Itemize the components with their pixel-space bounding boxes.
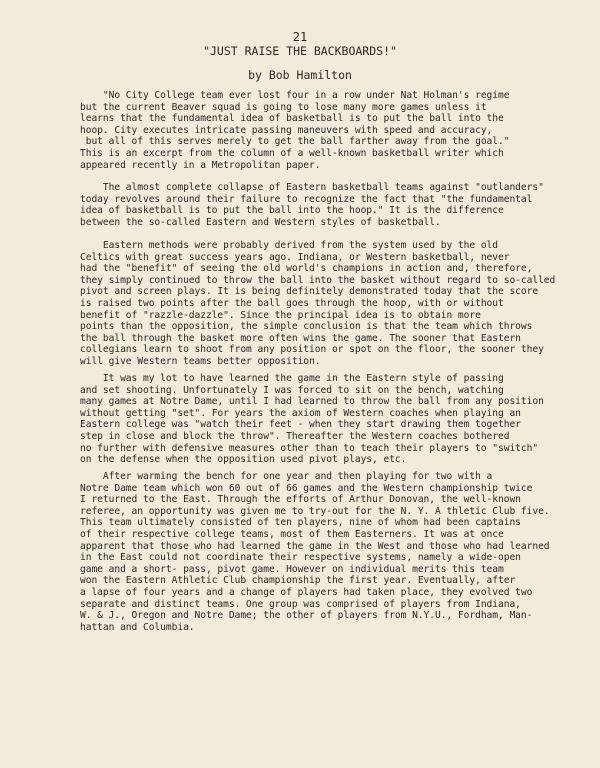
text-line: learns that the fundamental idea of basketball is to put the ball into the (80, 113, 504, 125)
text-line: This is an excerpt from the column of a well-known basketball writer which (80, 147, 504, 159)
text-line: had the "benefit" of seeing the old world's champions in action and, therefore, (80, 263, 533, 275)
paragraph-3 (80, 240, 556, 368)
text-line: many games at Notre Dame, until I had learned to throw the ball from any position (80, 396, 544, 408)
text-line: today revolves around their failure to recognize the fact that "the fundamental (80, 193, 533, 205)
text-line: W. & J., Oregon and Notre Dame; the other of players from N.Y.U., Fordham, Man- (80, 610, 533, 622)
paragraph-2 (80, 182, 550, 228)
page-number: 21 (292, 30, 308, 44)
text-line: step in close and block the throw". Thereafter the Western coaches bothered (80, 430, 510, 442)
text-line: hattan and Columbia. (80, 621, 195, 633)
byline: by Bob Hamilton (248, 68, 352, 82)
text-line: of their respective college teams, most of them Easterners. It was at once (80, 528, 504, 540)
text-line: Notre Dame team which won 60 out of 66 games and the Western championship twice (80, 482, 533, 494)
text-line: but all of this serves merely to get the ball farther away from the goal." (80, 136, 510, 148)
paragraph-5 (80, 471, 550, 633)
text-line: will give Western teams better opposition. (80, 355, 321, 367)
text-line: separate and distinct teams. One group was comprised of players from Indiana, (80, 598, 521, 610)
text-line: Eastern college was "watch their feet - when they start drawing them together (80, 419, 521, 431)
text-line: Eastern methods were probably derived from the system used by the old (80, 240, 498, 251)
text-line: After warming the bench for one year and then playing for two with a (80, 471, 493, 482)
paragraph-4 (80, 373, 550, 466)
text-line: game and a short- pass, pivot game. However on individual merits this team (80, 563, 504, 575)
text-line: referee, an opportunity was given me to try-out for the N. Y. A thletic Club five. (80, 505, 550, 517)
text-line: and set shooting. Unfortunately I was forced to sit on the bench, watching (80, 384, 504, 396)
text-line: without getting "set". For years the axiom of Western coaches when playing an (80, 407, 521, 419)
text-line: collegians learn to shoot from any position or spot on the floor, the sooner they (80, 344, 544, 356)
text-line: This team ultimately consisted of ten players, nine of whom had been captains (80, 517, 521, 529)
text-line: is raised two points after the ball goes through the hoop, with or without (80, 297, 504, 309)
text-line: but the current Beaver squad is going to lose many more games unless it (80, 101, 487, 113)
text-line: won the Eastern Athletic Club championship the first year. Eventually, after (80, 575, 516, 587)
text-line: The almost complete collapse of Eastern basketball teams against "outlanders" (80, 182, 544, 193)
text-line: they simply continued to throw the ball into the basket without regard to so-called (80, 274, 556, 286)
text-line: between the so-called Eastern and Western styles of basketball. (80, 216, 441, 228)
text-line: on the defense when the opposition used pivot plays, etc. (80, 454, 407, 466)
text-line: the ball through the basket more often wins the game. The sooner that Eastern (80, 332, 521, 344)
text-line: I returned to the East. Through the efforts of Arthur Donovan, the well-known (80, 494, 521, 506)
paragraph-1 (80, 90, 550, 171)
text-line: idea of basketball is to put the ball into the hoop." It is the difference (80, 205, 504, 217)
text-line: pivot and screen plays. It is being definitely demonstrated today that the score (80, 286, 539, 298)
text-line: benefit of "razzle-dazzle". Since the principal idea is to obtain more (80, 309, 481, 321)
text-line: in the East could not coordinate their respective systems, namely a wide-open (80, 552, 521, 564)
text-line: points than the opposition, the simple conclusion is that the team which throws (80, 321, 533, 333)
text-line: It was my lot to have learned the game in the Eastern style of passing (80, 373, 504, 384)
text-line: hoop. City executes intricate passing maneuvers with speed and accuracy, (80, 124, 493, 136)
text-line: "No City College team ever lost four in a row under Nat Holman's regime (80, 90, 510, 101)
article-title: "JUST RAISE THE BACKBOARDS!" (203, 44, 397, 58)
text-line: appeared recently in a Metropolitan paper. (80, 159, 321, 171)
text-line: apparent that those who had learned the game in the West and those who had learned (80, 540, 550, 552)
text-line: Celtics with great success years ago. Indiana, or Western basketball, never (80, 251, 510, 263)
text-line: a lapse of four years and a change of players had taken place, they evolved two (80, 586, 533, 598)
text-line: no further with defensive measures other than to teach their players to "switch" (80, 442, 539, 454)
